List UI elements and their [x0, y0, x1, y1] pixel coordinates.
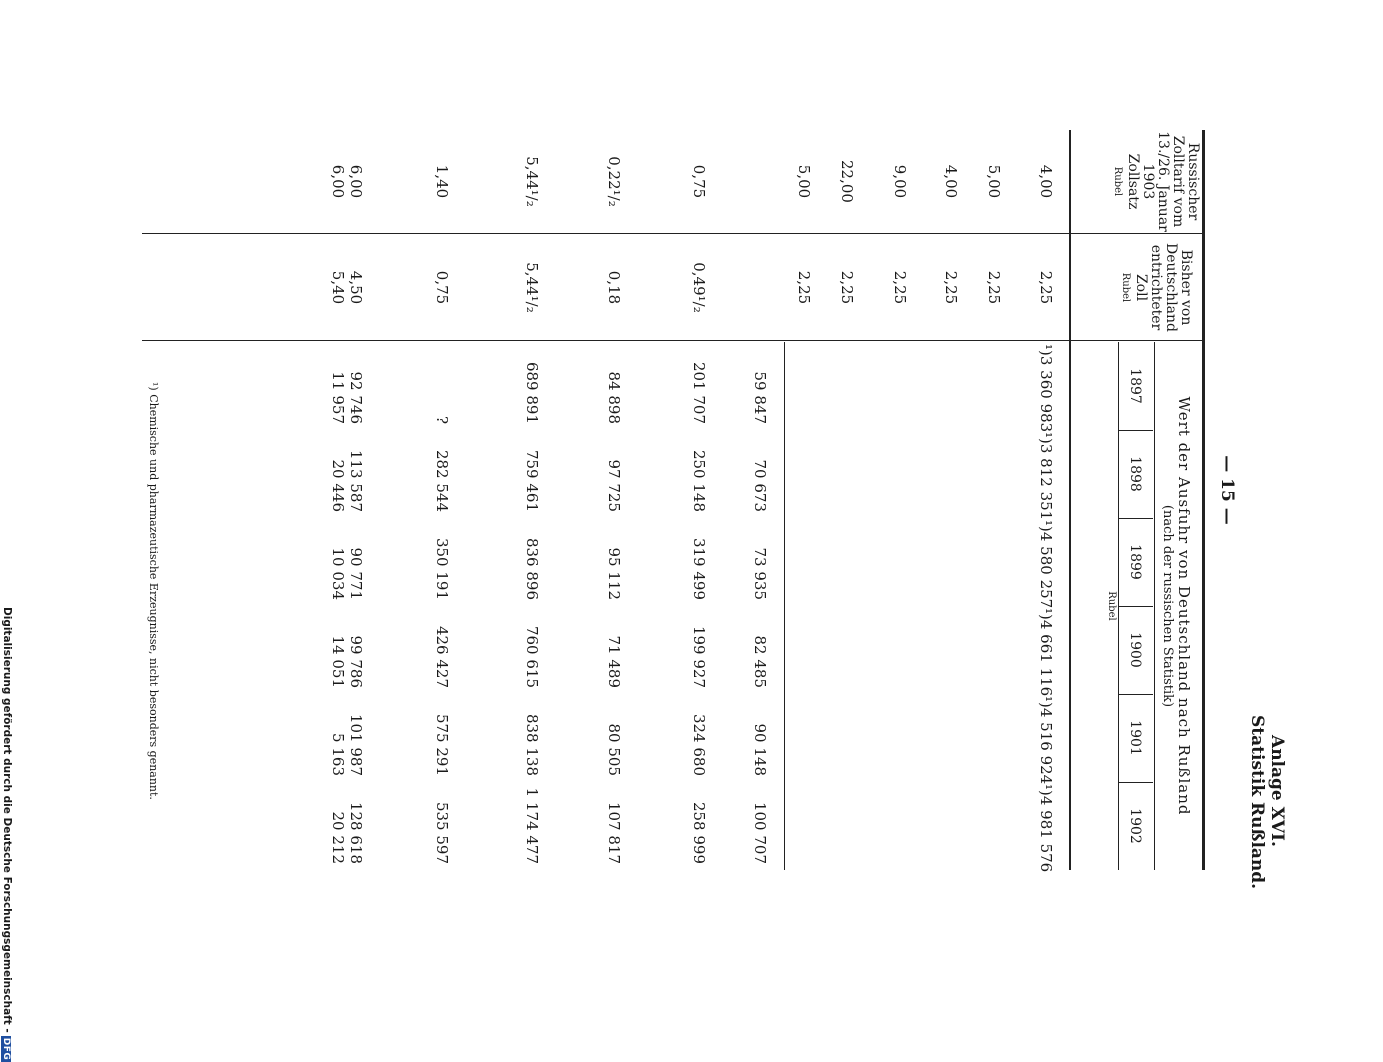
rubel-unit-label: Rubel — [1106, 591, 1117, 621]
header-bottom-rule — [1069, 130, 1071, 870]
cell-zollsatz: 5,44¹/₂ — [523, 156, 541, 207]
cell-bisher: 5,40 — [329, 270, 347, 305]
cell-export-value: 90 771 — [347, 547, 365, 600]
cell-export-value: 20 212 — [329, 811, 347, 864]
cell-export-value: 760 615 — [523, 625, 541, 688]
cell-export-value: ¹)3 360 983 — [1037, 344, 1055, 433]
year-header-1900: 1900 — [1127, 632, 1143, 668]
cell-export-value: 95 112 — [605, 547, 623, 600]
col-zollsatz-header: Russischer Zolltarif vom 13./26. Januar 1903 Zollsatz Rubel — [1112, 131, 1201, 232]
year-header-1902: 1902 — [1127, 808, 1143, 844]
cell-export-value: 113 587 — [347, 449, 365, 512]
cell-zollsatz: 6,00 — [347, 164, 365, 199]
cell-bisher: 0,18 — [605, 270, 623, 305]
cell-export-value: ¹)4 516 924 — [1037, 696, 1055, 785]
cell-zollsatz: 1,40 — [433, 164, 451, 199]
cell-export-value: 282 544 — [433, 449, 451, 512]
cell-export-value: 838 138 — [523, 713, 541, 776]
cell-export-value: 319 499 — [690, 537, 708, 600]
cell-export-value: 199 927 — [690, 625, 708, 688]
cell-export-value: 1 174 477 — [523, 787, 541, 864]
cell-export-value: 535 597 — [433, 801, 451, 864]
cell-zollsatz: 9,00 — [891, 164, 909, 199]
cell-bisher: 2,25 — [942, 270, 960, 305]
year-divider — [1119, 694, 1153, 695]
cell-bisher: 2,25 — [838, 270, 856, 305]
cell-export-value: 836 896 — [523, 537, 541, 600]
cell-export-value: 689 891 — [523, 361, 541, 424]
cell-zollsatz: 5,00 — [985, 164, 1003, 199]
year-divider — [1119, 782, 1153, 783]
cell-bisher: 0,49¹/₂ — [690, 262, 708, 313]
cell-export-value: 20 446 — [329, 459, 347, 512]
cell-bisher: 2,25 — [985, 270, 1003, 305]
cell-export-value: 59 847 — [751, 371, 769, 424]
annex-title: Anlage XVI. — [1267, 735, 1287, 847]
cell-export-value: 71 489 — [605, 635, 623, 688]
export-value-header: Wert der Ausfuhr von Deutschland nach Rußland (nach der russischen Statistik) — [1160, 396, 1193, 816]
cell-export-value: 97 725 — [605, 459, 623, 512]
dfg-logo: DFG — [1, 1037, 11, 1061]
year-divider — [1119, 606, 1153, 607]
footnote: ¹) Chemische und pharmazeutische Erzeugnisse, nicht besonders genannt. — [147, 382, 160, 800]
cell-zollsatz: 0,22¹/₂ — [605, 156, 623, 207]
cell-export-value: 10 034 — [329, 547, 347, 600]
cell-zollsatz: 22,00 — [838, 160, 856, 203]
cell-export-value: 107 817 — [605, 801, 623, 864]
cell-bisher: 2,25 — [1037, 270, 1055, 305]
cell-export-value: 73 935 — [751, 547, 769, 600]
year-header-1898: 1898 — [1127, 456, 1143, 492]
year-divider — [1119, 430, 1153, 431]
group-rule — [1154, 342, 1155, 870]
block-rule — [784, 342, 785, 870]
cell-export-value: 82 485 — [751, 635, 769, 688]
cell-export-value: 101 987 — [347, 713, 365, 776]
cell-bisher: 5,44¹/₂ — [523, 262, 541, 313]
cell-bisher: 2,25 — [891, 270, 909, 305]
cell-zollsatz: 6,00 — [329, 164, 347, 199]
cell-export-value: 759 461 — [523, 449, 541, 512]
cell-export-value: 350 191 — [433, 537, 451, 600]
cell-export-value: 14 051 — [329, 635, 347, 688]
cell-export-value: 70 673 — [751, 459, 769, 512]
cell-export-value: ¹)4 981 576 — [1037, 784, 1055, 873]
year-header-1901: 1901 — [1127, 720, 1143, 756]
cell-zollsatz: 5,00 — [795, 164, 813, 199]
cell-zollsatz: 0,75 — [690, 164, 708, 199]
cell-export-value: 80 505 — [605, 723, 623, 776]
cell-zollsatz: 4,00 — [1037, 164, 1055, 199]
cell-export-value: 100 707 — [751, 801, 769, 864]
cell-export-value: 11 957 — [329, 371, 347, 424]
year-rule — [1118, 342, 1119, 870]
vrule-2 — [142, 340, 1202, 341]
top-rule — [1202, 130, 1205, 870]
credit-line: Digitalisierung gefördert durch die Deutsche Forschungsgemeinschaft -DFG — [1, 607, 13, 1061]
cell-export-value: ¹)4 580 257 — [1037, 520, 1055, 609]
cell-export-value: 99 786 — [347, 635, 365, 688]
cell-export-value: ¹)4 661 116 — [1037, 608, 1055, 697]
section-title: Statistik Rußland. — [1247, 715, 1267, 890]
cell-bisher: 0,75 — [433, 270, 451, 305]
cell-export-value: 92 746 — [347, 371, 365, 424]
cell-export-value: 575 291 — [433, 713, 451, 776]
cell-export-value: ¹)3 812 351 — [1037, 432, 1055, 521]
cell-bisher: 4,50 — [347, 270, 365, 305]
col-bisher-header: Bisher von Deutschland entrichteter Zoll Rubel — [1120, 243, 1194, 332]
year-divider — [1119, 518, 1153, 519]
cell-export-value: 5 163 — [329, 733, 347, 776]
cell-zollsatz: 4,00 — [942, 164, 960, 199]
year-header-1897: 1897 — [1127, 368, 1143, 404]
cell-export-value: 128 618 — [347, 801, 365, 864]
cell-export-value: 258 999 — [690, 801, 708, 864]
page-number: — 15 — — [1217, 455, 1237, 525]
cell-export-value: 250 148 — [690, 449, 708, 512]
cell-export-value: 201 707 — [690, 361, 708, 424]
cell-export-value: 90 148 — [751, 723, 769, 776]
year-header-1899: 1899 — [1127, 544, 1143, 580]
cell-export-value: 84 898 — [605, 371, 623, 424]
cell-export-value: 324 680 — [690, 713, 708, 776]
vrule-1 — [142, 233, 1202, 234]
cell-export-value: ? — [433, 415, 451, 424]
cell-bisher: 2,25 — [795, 270, 813, 305]
cell-export-value: 426 427 — [433, 625, 451, 688]
